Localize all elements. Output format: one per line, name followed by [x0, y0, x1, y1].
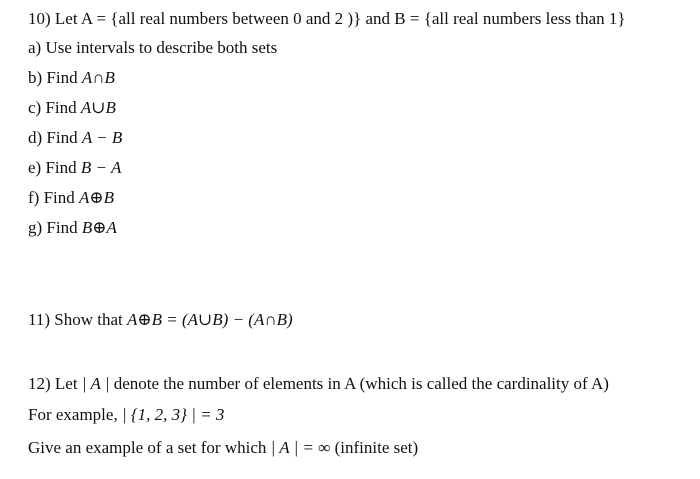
problem-10-part-b: [28, 67, 115, 89]
problem-12-line-1: [28, 373, 609, 395]
problem-11: [28, 309, 293, 331]
cardinality-notation: | A |: [81, 374, 110, 393]
example-math: | {1, 2, 3} | = 3: [121, 405, 225, 424]
part-b-label: b) Find: [28, 68, 82, 87]
example-start: For example,: [28, 405, 122, 424]
part-f-math: A⊕B: [79, 188, 115, 207]
part-g-math: B⊕A: [81, 218, 117, 237]
problem-12-line-3: [28, 437, 418, 459]
part-c-label: c) Find: [28, 98, 81, 117]
problem-12-line-2: [28, 404, 224, 426]
problem-10-part-g: [28, 217, 117, 239]
part-f-label: f) Find: [28, 188, 79, 207]
problem-10-part-c: [28, 97, 116, 119]
problem-10-text: 10) Let A = {all real numbers between 0 and 2 )} and B = {all real numbers less than 1}: [28, 9, 626, 28]
part-d-math: A − B: [81, 128, 123, 147]
problem-12-start: 12) Let: [28, 374, 82, 393]
problem-10-part-a: [28, 37, 277, 59]
part-e-label: e) Find: [28, 158, 81, 177]
question-end: (infinite set): [330, 438, 419, 457]
infinite-cardinality-math: | A | = ∞: [270, 438, 331, 457]
part-c-math: A∪B: [80, 98, 116, 117]
part-e-math: B − A: [80, 158, 122, 177]
problem-11-math: A⊕B = (A∪B) − (A∩B): [127, 310, 293, 329]
problem-11-text: 11) Show that: [28, 310, 128, 329]
problem-10-prompt: [28, 8, 626, 30]
part-d-label: d) Find: [28, 128, 82, 147]
problem-10-part-d: [28, 127, 122, 149]
part-b-math: A∩B: [81, 68, 115, 87]
problem-12-end: denote the number of elements in A (which is called the cardinality of A): [109, 374, 609, 393]
question-start: Give an example of a set for which: [28, 438, 271, 457]
part-g-label: g) Find: [28, 218, 82, 237]
part-a-text: a) Use intervals to describe both sets: [28, 38, 278, 57]
problem-10-part-e: [28, 157, 121, 179]
problem-10-part-f: [28, 187, 114, 209]
